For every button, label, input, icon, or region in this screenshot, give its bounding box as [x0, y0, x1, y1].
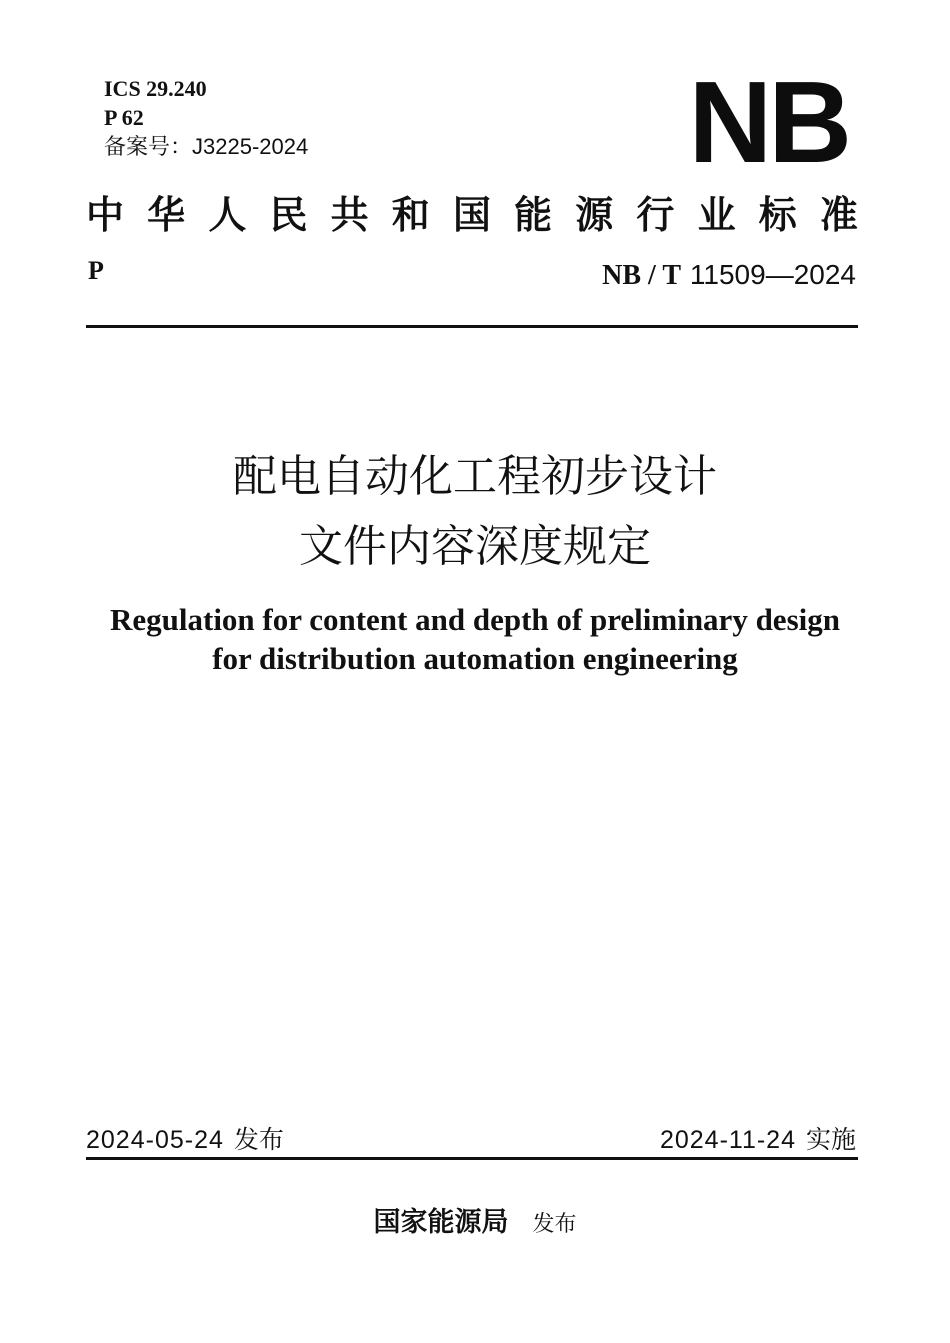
standard-number: [602, 258, 856, 292]
org-title-char: 和: [391, 193, 430, 237]
nb-logo: NB: [688, 57, 848, 187]
standard-prefix: NB / T: [602, 260, 682, 291]
issuer-action: 发布: [532, 1212, 577, 1237]
org-title-char: 行: [636, 193, 675, 237]
issue-date-value: 2024-05-24: [86, 1126, 224, 1154]
chinese-title-line-2: 文件内容深度规定: [299, 521, 651, 572]
org-title-char: 业: [697, 193, 736, 237]
org-title-char: 源: [575, 193, 614, 237]
category-code: P: [88, 256, 104, 285]
org-title-char: 共: [330, 193, 369, 237]
english-title-line-1: Regulation for content and depth of preliminary design: [110, 602, 840, 637]
implementation-date: [660, 1120, 856, 1156]
english-title: [0, 600, 950, 678]
org-title-char: 标: [758, 193, 797, 237]
org-title-char: 准: [819, 193, 858, 237]
top-divider: [86, 325, 858, 328]
issuer: [0, 1200, 950, 1239]
issuer-name: 国家能源局: [373, 1207, 509, 1238]
org-title-char: 华: [147, 193, 186, 237]
org-title-char: 民: [269, 193, 308, 237]
chinese-title: [0, 442, 950, 582]
english-title-line-2: for distribution automation engineering: [212, 641, 738, 676]
ics-code: ICS 29.240: [104, 76, 207, 101]
chinese-title-line-1: 配电自动化工程初步设计: [233, 451, 717, 502]
implementation-date-value: 2024-11-24: [659, 1126, 796, 1154]
issue-label: 发布: [233, 1125, 284, 1154]
ccs-code: P 62: [104, 105, 144, 130]
org-title-char: 能: [514, 193, 553, 237]
implementation-label: 实施: [805, 1125, 856, 1154]
bottom-divider: [86, 1157, 858, 1160]
issue-date: [86, 1120, 284, 1156]
org-title-char: 国: [452, 193, 491, 237]
org-title-char: 中: [86, 193, 125, 237]
standard-code: 11509—2024: [689, 259, 856, 290]
classification-block: [104, 74, 308, 161]
org-title-char: 人: [208, 193, 247, 237]
org-title: [86, 192, 858, 238]
filing-number: 备案号：J3225-2024: [104, 134, 309, 159]
